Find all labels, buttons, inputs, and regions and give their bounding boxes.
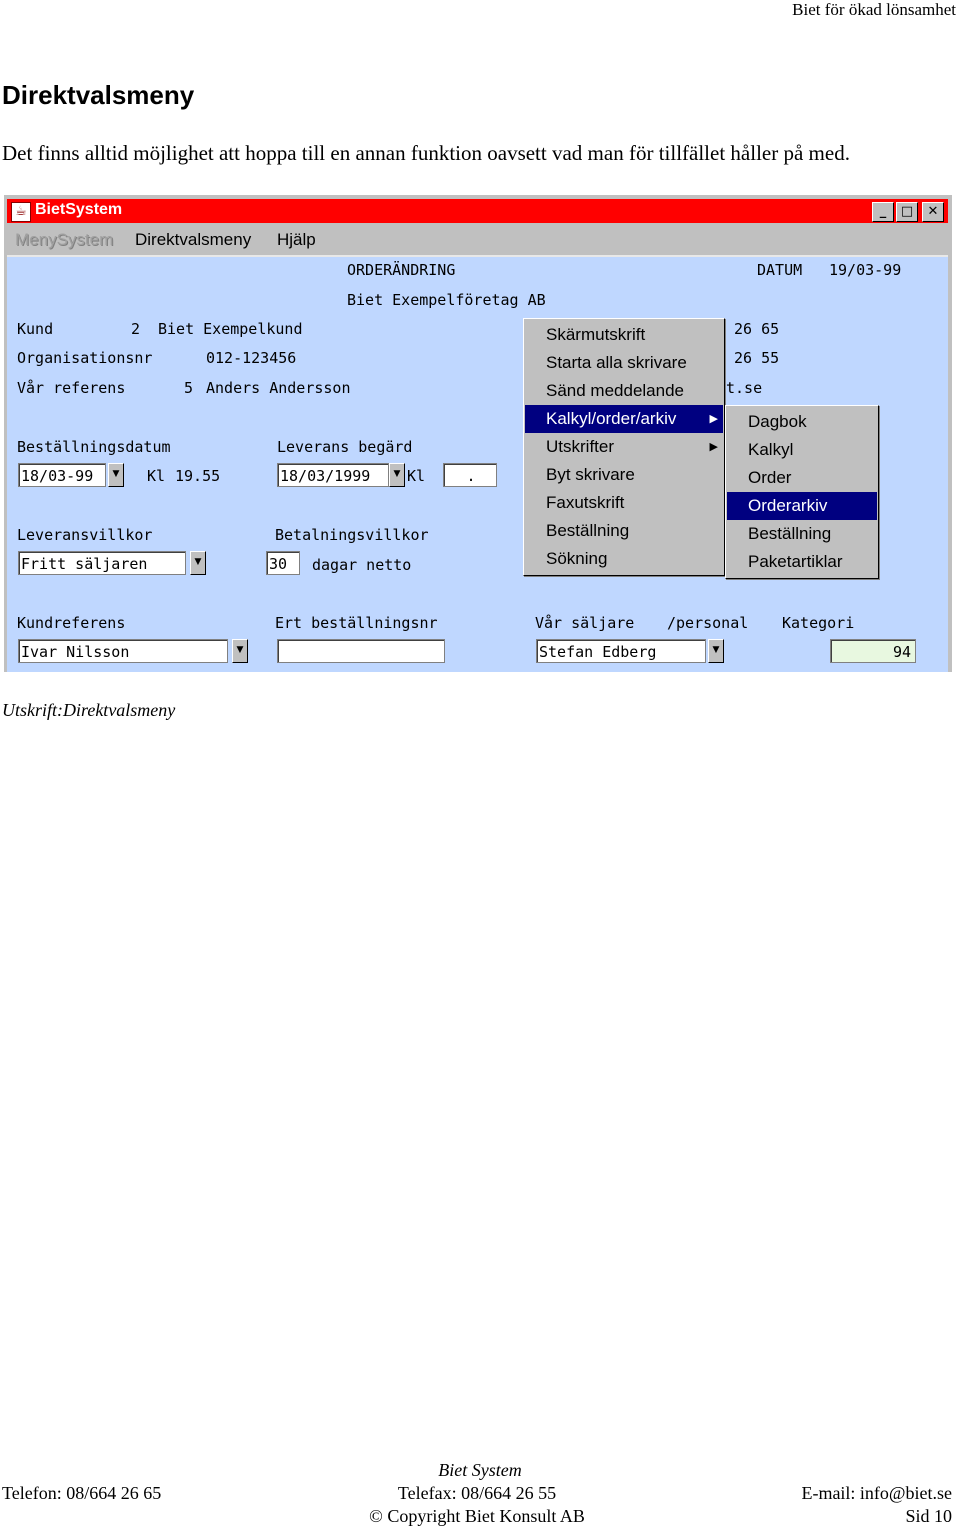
menu-menysystem: MenySystem (15, 230, 114, 249)
menuitem-starta-alla-skrivare[interactable]: Starta alla skrivare (546, 353, 687, 372)
email-fragment: t.se (726, 379, 763, 397)
menuitem-sokning[interactable]: Sökning (546, 549, 608, 568)
datum-value: 19/03-99 (829, 261, 902, 279)
form-title: ORDERÄNDRING (347, 261, 456, 279)
menuitem-skarmutskrift[interactable]: Skärmutskrift (546, 325, 646, 344)
kl-label-1: Kl (147, 467, 166, 485)
saljare-dropdown-icon[interactable]: ▼ (708, 639, 724, 663)
footer-telefax: Telefax: 08/664 26 55 (397, 1483, 557, 1503)
intro-paragraph: Det finns alltid möjlighet att hoppa till en annan funktion oavsett vad man för tillfället håller på med. (2, 141, 850, 165)
submenu-dagbok[interactable]: Dagbok (748, 412, 807, 431)
direktval-popup-menu (523, 318, 725, 576)
org-value: 012-123456 (206, 349, 297, 367)
close-icon[interactable]: ✕ (922, 202, 944, 222)
leverans-dropdown-icon[interactable]: ▼ (389, 463, 405, 487)
app-icon: ☕ (11, 202, 31, 222)
org-label: Organisationsnr (17, 349, 153, 367)
levvillkor-field[interactable]: Fritt säljaren (18, 551, 186, 575)
menuitem-utskrifter-label: Utskrifter (546, 437, 614, 456)
kundref-dropdown-icon[interactable]: ▼ (232, 639, 248, 663)
saljare-label: Vår säljare (535, 614, 635, 632)
kategori-label: Kategori (782, 614, 855, 632)
leverans-field[interactable]: 18/03/1999 (277, 463, 389, 487)
footer-title: Biet System (438, 1460, 522, 1480)
submenu-kalkyl[interactable]: Kalkyl (748, 440, 794, 459)
menu-direktvalsmeny[interactable]: Direktvalsmeny (135, 230, 252, 249)
menuitem-bestallning[interactable]: Beställning (546, 521, 630, 540)
menuitem-utskrifter[interactable] (525, 433, 723, 461)
minimize-icon[interactable]: _ (872, 202, 894, 222)
section-heading: Direktvalsmeny (2, 80, 195, 110)
betvillkor-text: dagar netto (312, 556, 412, 574)
personal-label: /personal (667, 614, 749, 632)
kundref-field[interactable]: Ivar Nilsson (18, 639, 228, 663)
footer-copyright: © Copyright Biet Konsult AB (369, 1506, 585, 1526)
datum-label: DATUM (757, 261, 803, 279)
submenu-arrow-icon: ▶ (709, 440, 718, 453)
menu-hjalp[interactable]: Hjälp (277, 230, 316, 249)
window-title: BietSystem (35, 201, 123, 218)
submenu-order[interactable]: Order (748, 468, 792, 487)
footer-email: E-mail: info@biet.se (801, 1483, 952, 1503)
bestdatum-field[interactable]: 18/03-99 (18, 463, 106, 487)
menuitem-sand-meddelande[interactable]: Sänd meddelande (546, 381, 685, 400)
maximize-icon[interactable]: □ (896, 202, 918, 222)
submenu-arrow-icon: ▶ (709, 412, 718, 425)
levvillkor-label: Leveransvillkor (17, 526, 153, 544)
kund-label: Kund (17, 320, 54, 338)
menuitem-kalkyl-order-arkiv-label: Kalkyl/order/arkiv (546, 409, 677, 428)
kategori-field[interactable]: 94 (830, 639, 916, 663)
submenu-orderarkiv[interactable]: Orderarkiv (727, 492, 877, 520)
submenu-bestallning[interactable]: Beställning (748, 524, 832, 543)
submenu-paketartiklar[interactable]: Paketartiklar (748, 552, 843, 571)
menuitem-byt-skrivare[interactable]: Byt skrivare (546, 465, 635, 484)
menubar (7, 225, 948, 253)
ref-label: Vår referens (17, 379, 126, 397)
app-window-screenshot (4, 195, 952, 672)
kl-value-1: 19.55 (175, 467, 221, 485)
running-header: Biet för ökad lönsamhet (792, 0, 956, 19)
kl-field-2[interactable]: . (443, 463, 497, 487)
ref-number: 5 (184, 379, 194, 397)
fax-fragment: 26 55 (734, 349, 780, 367)
ref-name: Anders Andersson (206, 379, 351, 397)
kundref-label: Kundreferens (17, 614, 126, 632)
footer-telefon: Telefon: 08/664 26 65 (2, 1483, 162, 1503)
ertbest-field[interactable] (277, 639, 445, 663)
window-titlebar (7, 199, 948, 223)
figure-caption: Utskrift:Direktvalsmeny (2, 700, 176, 720)
kl-label-2: Kl (407, 467, 426, 485)
ertbest-label: Ert beställningsnr (275, 614, 438, 632)
bestdatum-dropdown-icon[interactable]: ▼ (108, 463, 124, 487)
kund-number: 2 (131, 320, 141, 338)
betvillkor-days-field[interactable]: 30 (266, 551, 300, 575)
leverans-label: Leverans begärd (277, 438, 413, 456)
bestdatum-label: Beställningsdatum (17, 438, 171, 456)
saljare-field[interactable]: Stefan Edberg (536, 639, 706, 663)
kalkyl-submenu (725, 405, 879, 579)
menuitem-kalkyl-order-arkiv[interactable] (525, 405, 723, 433)
kund-name: Biet Exempelkund (158, 320, 303, 338)
levvillkor-dropdown-icon[interactable]: ▼ (190, 551, 206, 575)
footer-page-number: Sid 10 (905, 1506, 952, 1526)
betvillkor-label: Betalningsvillkor (275, 526, 429, 544)
menuitem-faxutskrift[interactable]: Faxutskrift (546, 493, 625, 512)
phone-fragment: 26 65 (734, 320, 780, 338)
company-name: Biet Exempelföretag AB (347, 291, 546, 309)
